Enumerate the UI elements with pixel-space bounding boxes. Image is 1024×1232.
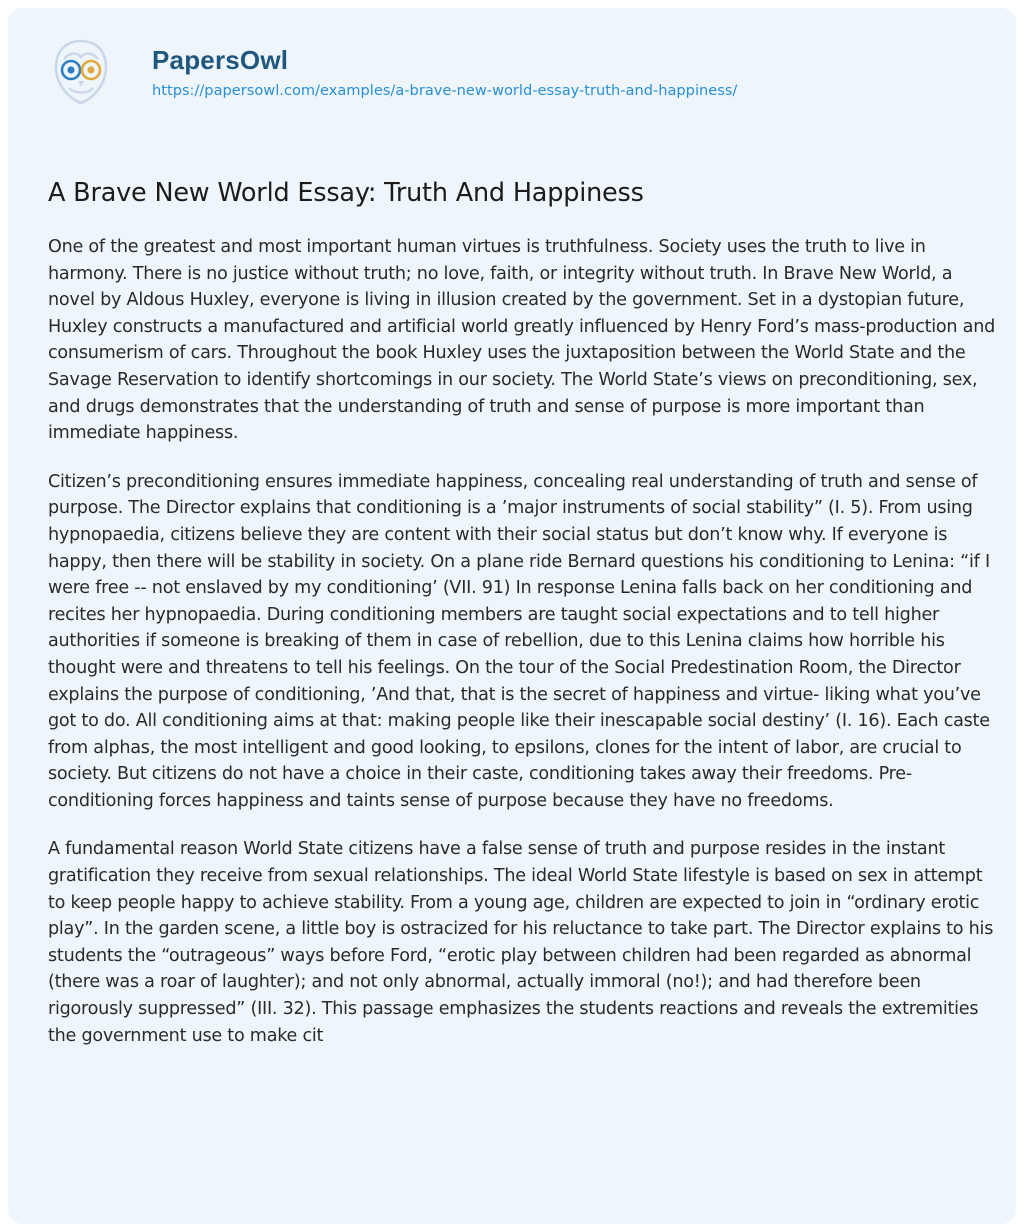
brand-block	[152, 42, 737, 102]
essay-card	[8, 8, 1016, 1224]
essay-paragraph-3: A fundamental reason World State citizens have a false sense of truth and purpose resides in the instant gratification they receive from sexual relationships. The ideal World State lifestyle is based on sex in attempt to keep people happy to achieve stability. From a young age, children are expected to join in “ordinary erotic play”. In the garden scene, a little boy is ostracized for his reluctance to take part. The Director explains to his students the “outrageous” ways before Ford, “erotic play between children had been regarded as abnormal (there was a roar of laughter); and not only abnormal, actually immoral (no!); and had therefore been rigorously suppressed” (III. 32). This passage emphasizes the students reactions and reveals the extremities the government use to make cit	[48, 839, 994, 1046]
owl-logo-icon[interactable]	[52, 38, 110, 106]
essay-body	[48, 234, 998, 1214]
source-url-link[interactable]: https://papersowl.com/examples/a-brave-new-world-essay-truth-and-happiness/	[152, 82, 738, 99]
essay-title: A Brave New World Essay: Truth And Happiness	[48, 178, 644, 208]
essay-paragraph-2: Citizen’s preconditioning ensures immediate happiness, concealing real understanding of truth and sense of purpose. The Director explains that conditioning is a ’major instruments of social stability” (I. 5). From using hypnopaedia, citizens believe they are content with their social status but don’t know why. If everyone is happy, then there will be stability in society. On a plane ride Bernard questions his conditioning to Lenina: “if I were free -- not enslaved by my conditioning’ (VII. 91) In response Lenina falls back on her conditioning and recites her hypnopaedia. During conditioning members are taught social expectations and to tell higher authorities if someone is breaking of them in case of rebellion, due to this Lenina claims how horrible his thought were and threatens to tell his feelings. On the tour of the Social Predestination Room, the Director explains the purpose of conditioning, ’And that, that is the secret of happiness and virtue- liking what you’ve got to do. All conditioning aims at that: making people like their inescapable social destiny’ (I. 16). Each caste from alphas, the most intelligent and good looking, to epsilons, clones for the intent of labor, are crucial to society. But citizens do not have a choice in their caste, conditioning takes away their freedoms. Pre-conditioning forces happiness and taints sense of purpose because they have no freedoms.	[48, 471, 990, 811]
essay-paragraph-1: One of the greatest and most important human virtues is truthfulness. Society uses the truth to live in harmony. There is no justice without truth; no love, faith, or integrity without truth. In Brave New World, a novel by Aldous Huxley, everyone is living in illusion created by the government. Set in a dystopian future, Huxley constructs a manufactured and artificial world greatly influenced by Henry Ford’s mass-production and consumerism of cars. Throughout the book Huxley uses the juxtaposition between the World State and the Savage Reservation to identify shortcomings in our society. The World State’s views on preconditioning, sex, and drugs demonstrates that the understanding of truth and sense of purpose is more important than immediate happiness.	[48, 237, 996, 444]
brand-name[interactable]: PapersOwl	[152, 45, 289, 75]
site-header	[52, 36, 737, 108]
